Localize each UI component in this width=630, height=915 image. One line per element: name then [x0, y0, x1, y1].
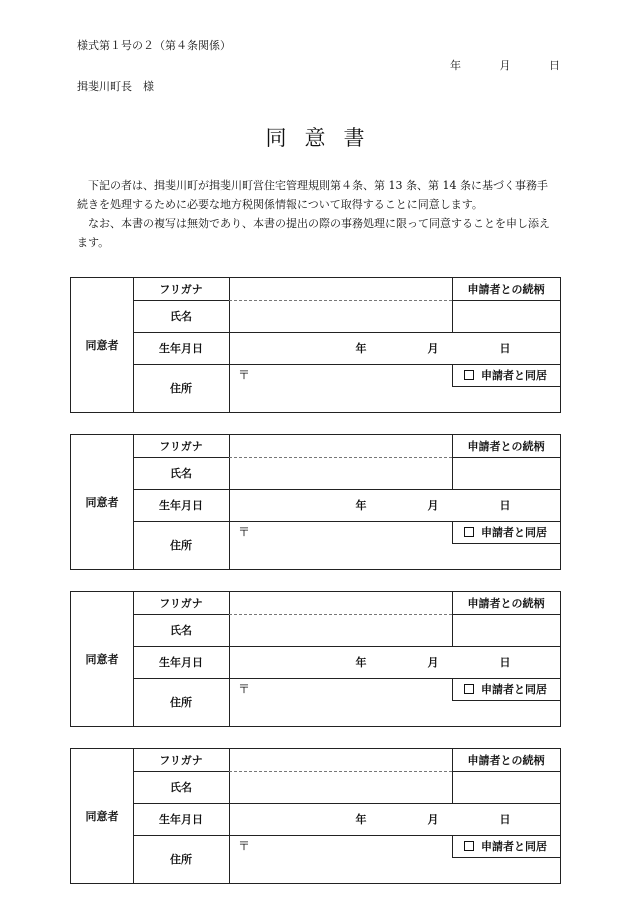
consenter-label: 同意者 [85, 653, 119, 666]
consent-body [77, 176, 555, 252]
address-field[interactable] [257, 837, 447, 881]
name-field[interactable] [229, 300, 452, 332]
relationship-field[interactable] [452, 771, 560, 803]
same-residence-option[interactable] [452, 678, 560, 700]
checkbox-icon[interactable] [464, 370, 474, 380]
relationship-label: 申請者との続柄 [467, 440, 545, 453]
consenter-block [70, 591, 561, 727]
consenter-label: 同意者 [85, 496, 119, 509]
birthdate-label: 生年月日 [159, 342, 203, 355]
relationship-field[interactable] [452, 457, 560, 489]
address-field[interactable] [257, 680, 447, 724]
name-label: 氏名 [170, 467, 192, 480]
name-field[interactable] [229, 771, 452, 803]
date-day-label: 日 [549, 59, 560, 72]
address-label: 住所 [170, 382, 192, 395]
address-field[interactable] [257, 366, 447, 410]
same-residence-label: 申請者と同居 [481, 526, 547, 539]
same-residence-option[interactable] [452, 835, 560, 857]
checkbox-icon[interactable] [464, 527, 474, 537]
name-label: 氏名 [170, 781, 192, 794]
same-residence-option[interactable] [452, 521, 560, 543]
birth-month-label: 月 [427, 499, 439, 512]
addressee: 揖斐川町長 様 [77, 80, 154, 93]
postal-mark: 〒 [237, 367, 250, 382]
consent-paragraph-1: 下記の者は、揖斐川町が揖斐川町営住宅管理規則第４条、第 13 条、第 14 条に基づく事務手続きを処理するために必要な地方税関係情報について取得することに同意します。 [77, 179, 548, 211]
birth-year-label: 年 [355, 342, 367, 355]
address-label: 住所 [170, 696, 192, 709]
name-field[interactable] [229, 457, 452, 489]
birthdate-label: 生年月日 [159, 813, 203, 826]
address-field[interactable] [257, 523, 447, 567]
furigana-label: フリガナ [159, 754, 203, 767]
same-residence-option[interactable] [452, 364, 560, 386]
submission-date [450, 57, 560, 73]
same-residence-label: 申請者と同居 [481, 840, 547, 853]
page-title: 同意書 [265, 126, 383, 150]
consenter-label: 同意者 [85, 810, 119, 823]
birth-day-label: 日 [499, 813, 511, 826]
same-residence-label: 申請者と同居 [481, 683, 547, 696]
checkbox-icon[interactable] [464, 841, 474, 851]
birth-day-label: 日 [499, 342, 511, 355]
consenter-block [70, 748, 561, 884]
consent-paragraph-2: なお、本書の複写は無効であり、本書の提出の際の事務処理に限って同意することを申し添えます。 [77, 217, 550, 249]
name-field[interactable] [229, 614, 452, 646]
furigana-label: フリガナ [159, 597, 203, 610]
birth-day-label: 日 [499, 656, 511, 669]
date-month-label: 月 [499, 59, 511, 72]
birth-month-label: 月 [427, 342, 439, 355]
consenter-block [70, 277, 561, 413]
furigana-field[interactable] [229, 749, 452, 771]
relationship-field[interactable] [452, 614, 560, 646]
relationship-label: 申請者との続柄 [467, 597, 545, 610]
birthdate-label: 生年月日 [159, 656, 203, 669]
relationship-field[interactable] [452, 300, 560, 332]
birthdate-label: 生年月日 [159, 499, 203, 512]
birth-month-label: 月 [427, 656, 439, 669]
date-year-label: 年 [450, 59, 461, 72]
address-label: 住所 [170, 853, 192, 866]
furigana-field[interactable] [229, 435, 452, 457]
checkbox-icon[interactable] [464, 684, 474, 694]
same-residence-label: 申請者と同居 [481, 369, 547, 382]
birth-year-label: 年 [355, 813, 367, 826]
name-label: 氏名 [170, 310, 192, 323]
postal-mark: 〒 [237, 524, 250, 539]
form-number: 様式第１号の２（第４条関係） [77, 39, 231, 52]
birth-year-label: 年 [355, 499, 367, 512]
name-label: 氏名 [170, 624, 192, 637]
consenter-block [70, 434, 561, 570]
birth-day-label: 日 [499, 499, 511, 512]
relationship-label: 申請者との続柄 [467, 283, 545, 296]
birth-year-label: 年 [355, 656, 367, 669]
furigana-field[interactable] [229, 592, 452, 614]
birth-month-label: 月 [427, 813, 439, 826]
relationship-label: 申請者との続柄 [467, 754, 545, 767]
postal-mark: 〒 [237, 681, 250, 696]
furigana-label: フリガナ [159, 440, 203, 453]
furigana-label: フリガナ [159, 283, 203, 296]
postal-mark: 〒 [237, 838, 250, 853]
address-label: 住所 [170, 539, 192, 552]
furigana-field[interactable] [229, 278, 452, 300]
consenter-label: 同意者 [85, 339, 119, 352]
